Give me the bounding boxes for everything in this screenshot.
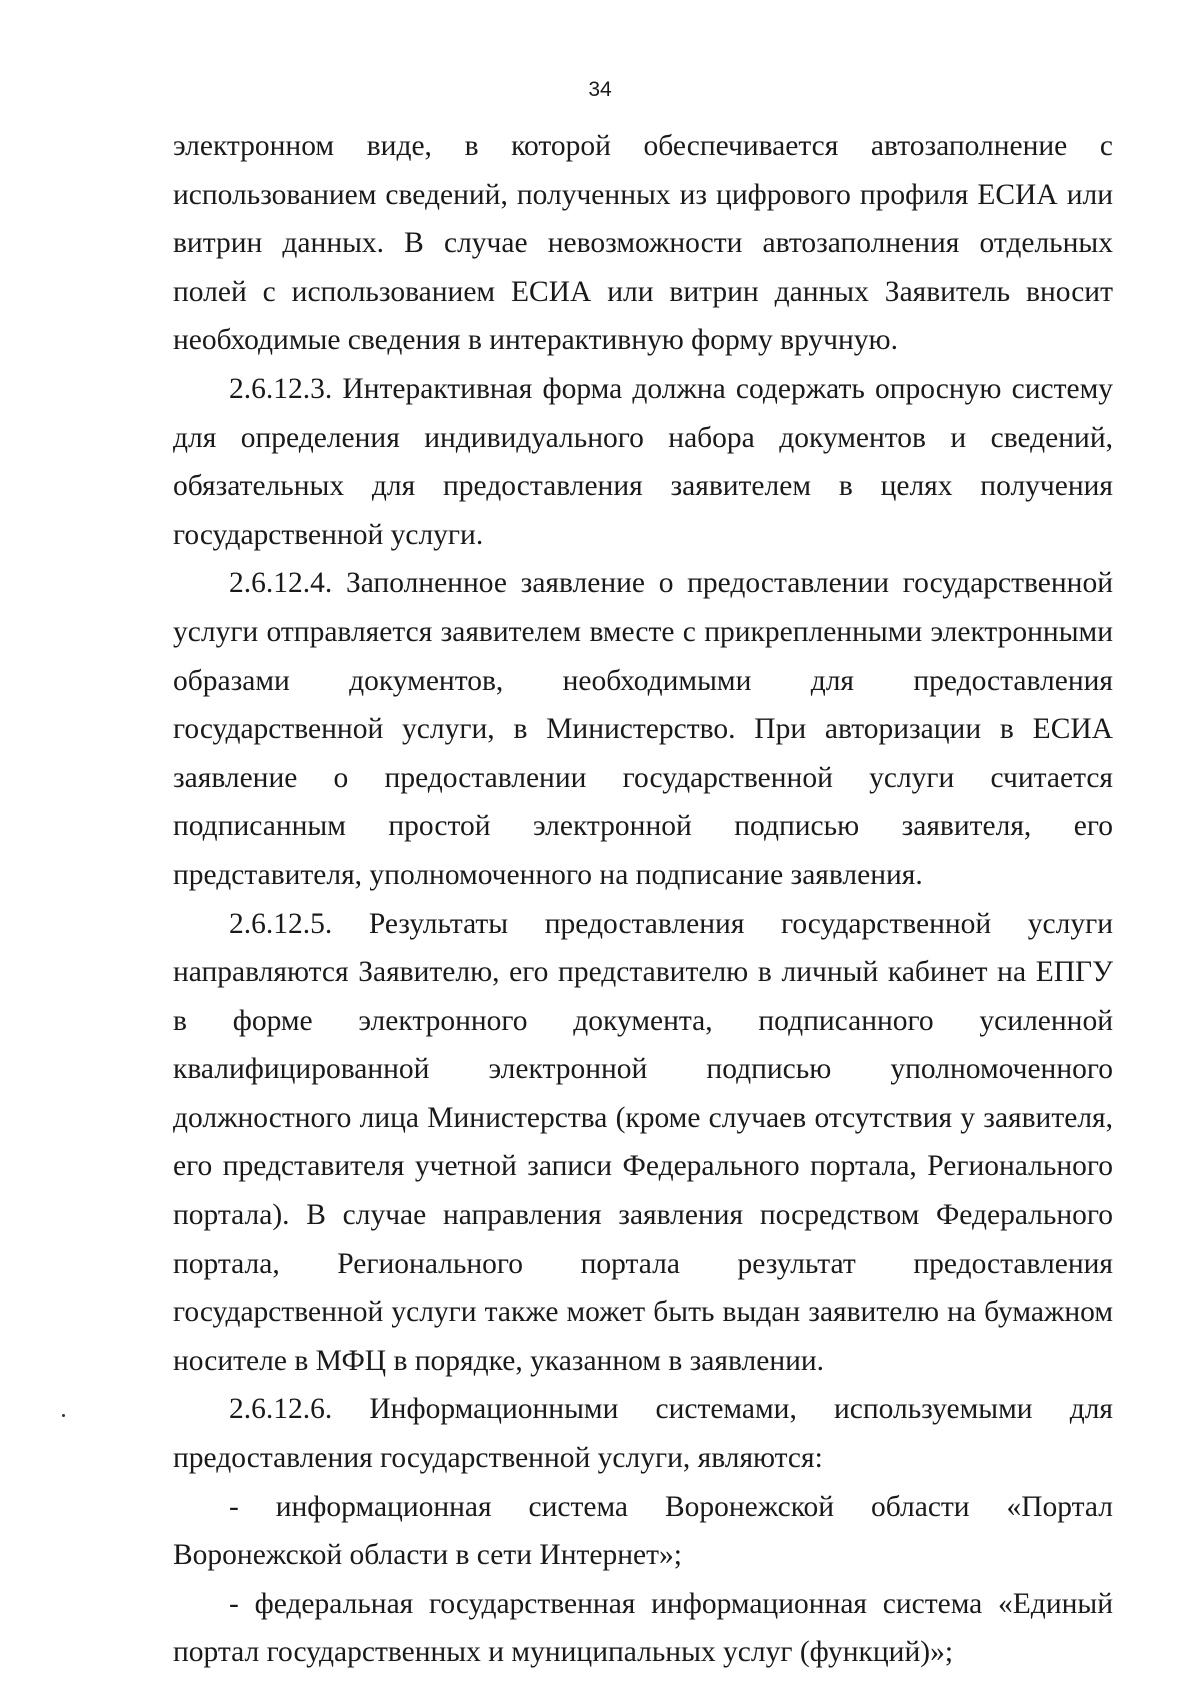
document-body [173, 122, 1113, 1677]
paragraph-2-6-12-6: 2.6.12.6. Информационными системами, используемыми для предоставления государственной услуги, являются: [173, 1393, 1113, 1475]
list-item-epgu: - федеральная государственная информационная система «Единый портал государственных и муниципальных услуг (функций)»; [173, 1587, 1113, 1669]
paragraph-2-6-12-4: 2.6.12.4. Заполненное заявление о предоставлении государственной услуги отправляется заявителем вместе с прикрепленными электронными образами документов, необходимыми для предоставления государственной услуги, в Министерство. При авторизации в ЕСИА заявление о предоставлении государственной услуги считается подписанным простой электронной подписью заявителя, его представителя, уполномоченного на подписание заявления. [173, 567, 1113, 891]
scan-speck [62, 1414, 65, 1417]
page-number: 34 [588, 78, 612, 101]
list-item-voronezh-portal: - информационная система Воронежской области «Портал Воронежской области в сети Интернет»; [173, 1490, 1113, 1572]
paragraph-2-6-12-3: 2.6.12.3. Интерактивная форма должна содержать опросную систему для определения индивидуального набора документов и сведений, обязательных для предоставления заявителем в целях получения государственной услуги. [173, 372, 1113, 551]
paragraph-continuation: электронном виде, в которой обеспечивается автозаполнение с использованием сведений, полученных из цифрового профиля ЕСИА или витрин данных. В случае невозможности автозаполнения отдельных полей с использованием ЕСИА или витрин данных Заявитель вносит необходимые сведения в интерактивную форму вручную. [173, 130, 1113, 357]
paragraph-2-6-12-5: 2.6.12.5. Результаты предоставления государственной услуги направляются Заявителю, его представителю в личный кабинет на ЕПГУ в форме электронного документа, подписанного усиленной квалифицированной электронной подписью уполномоченного должностного лица Министерства (кроме случаев отсутствия у заявителя, его представителя учетной записи Федерального портала, Регионального портала). В случае направления заявления посредством Федерального портала, Регионального портала результат предоставления государственной услуги также может быть выдан заявителю на бумажном носителе в МФЦ в порядке, указанном в заявлении. [173, 907, 1113, 1377]
